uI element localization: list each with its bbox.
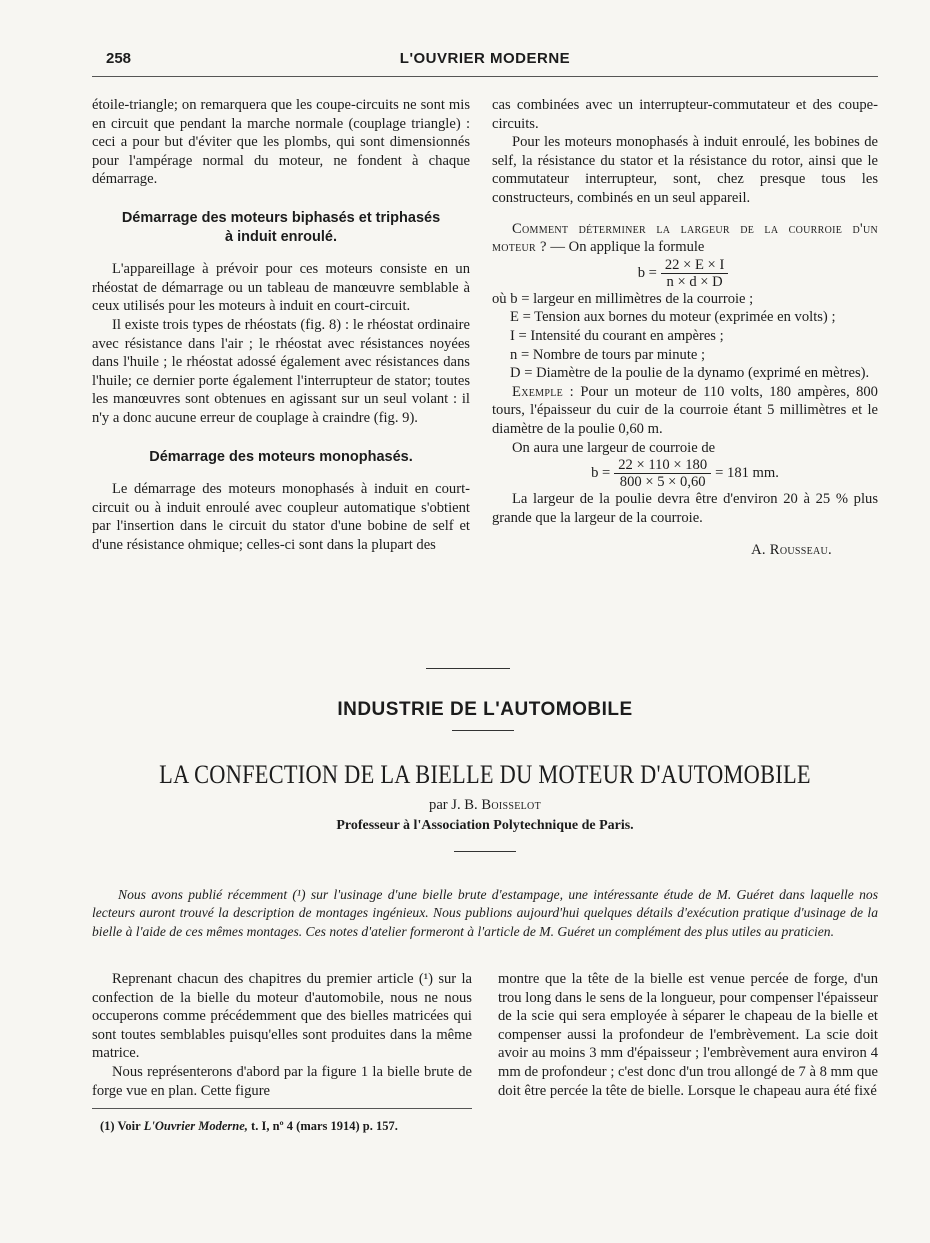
paragraph: Le démarrage des moteurs monophasés à induit en court-circuit ou à induit enroulé avec coupleur automatique s'obtient par l'insertion dans le circuit du stator d'une bobine de self et d'une résistance ohmique; celles-ci sont dans la plupart des	[92, 481, 470, 553]
top-right-column	[492, 96, 878, 560]
belt-width-formula	[492, 257, 878, 290]
journal-title: L'OUVRIER MODERNE	[399, 50, 571, 67]
paragraph: La largeur de la poulie devra être d'environ 20 à 25 % plus grande que la largeur de la courroie.	[492, 491, 878, 526]
footnote-ref: t. I, nº 4 (mars 1914) p. 157.	[251, 1119, 398, 1133]
formula-numerator: 22 × E × I	[661, 257, 728, 274]
paragraph: Nous représenterons d'abord par la figure 1 la bielle brute de forge vue en plan. Cette figure	[92, 1063, 472, 1099]
author-name: Boisselot	[481, 797, 541, 813]
example-label: Exemple :	[512, 383, 575, 400]
subheading-monophases: Démarrage des moteurs monophasés.	[149, 448, 413, 465]
example-text: Pour un moteur de 110 volts, 180 ampères, 800 tours, l'épaisseur du cuir de la courroie étant 5 millimètres et le diamètre de la poulie 0,60 m.	[492, 383, 878, 437]
separator-rule	[426, 668, 510, 669]
paragraph: On aura une largeur de courroie de	[512, 439, 716, 456]
question-paragraph	[492, 220, 878, 257]
definition-line: où b = largeur en millimètres de la courroie ;	[492, 290, 754, 307]
author-affiliation: Professeur à l'Association Polytechnique de Paris.	[336, 818, 634, 833]
variable-definitions	[492, 290, 878, 383]
paragraph: étoile-triangle; on remarquera que les coupe-circuits ne sont mis en circuit que pendant la marche normale (couplage triangle) : ceci a pour but d'éviter que les plombs, qui sont dimensionnés pour l'ampérage normal du moteur, ne fondent à chaque démarrage.	[92, 97, 470, 188]
subheading-line: Démarrage des moteurs biphasés et triphasés	[121, 209, 441, 226]
definition-line: E = Tension aux bornes du moteur (exprimée en volts) ;	[510, 309, 836, 326]
article-left-column	[92, 970, 472, 1100]
intro-paragraph: Nous avons publié récemment (¹) sur l'usinage d'une bielle brute d'estampage, une intéressante étude de M. Guéret dans laquelle nos lecteurs auront trouvé la description de montages ingénieux. Nous publions aujourd'hui quelques détails d'exécution pratique d'usinage de la bielle à l'aide de ces mêmes montages. Ces notes d'atelier formeront à l'article de M. Guéret un complément des plus utiles au praticien.	[92, 887, 878, 939]
footnote	[100, 1119, 398, 1134]
question-text: — On applique la formule	[550, 239, 705, 256]
formula-fraction	[661, 257, 728, 290]
page-number: 258	[106, 50, 132, 67]
paragraph: L'appareillage à prévoir pour ces moteurs consiste en un rhéostat de démarrage ou un tableau de manœuvre semblable à ceux utilisés pour les moteurs à induit en court-circuit.	[92, 261, 470, 315]
separator-rule	[452, 730, 514, 731]
formula-numerator: 22 × 110 × 180	[614, 457, 711, 474]
formula-fraction	[614, 457, 711, 490]
subheading-line: à induit enroulé.	[225, 228, 337, 245]
formula-denominator: n × d × D	[666, 273, 723, 290]
top-left-column	[92, 96, 470, 554]
footnote-journal: L'Ouvrier Moderne,	[143, 1119, 248, 1133]
article-right-column	[498, 970, 878, 1100]
formula-lhs: b =	[637, 264, 657, 281]
definition-line: D = Diamètre de la poulie de la dynamo (exprimé en mètres).	[510, 365, 870, 382]
footnote-prefix: (1) Voir	[100, 1119, 141, 1133]
formula-lhs: b =	[591, 465, 611, 482]
running-head	[92, 50, 878, 70]
example-formula	[492, 457, 878, 490]
paragraph: Il existe trois types de rhéostats (fig. 8) : le rhéostat ordinaire avec résistance dans l'air ; le rhéostat avec résistances noyées dans l'huile ; le rhéostat adossé également avec résistances dans l'huile; ce dernier porte également l'interrupteur de stator; toutes les manœuvres sont obtenues en agissant sur un seul volant : il n'y a donc aucune erreur de couplage à craindre (fig. 9).	[92, 316, 470, 426]
paragraph: montre que la tête de la bielle est venue percée de forge, d'un trou long dans le sens de la longueur, pour compenser l'épaisseur de la scie qui sera employée à séparer le chapeau de la bielle et compenser aussi la profondeur de l'embrèvement. La scie doit avoir au moins 3 mm d'épaisseur ; l'embrèvement aura environ 4 mm de profondeur ; c'est donc d'un trou allongé de 7 à 8 mm que doit être percée la tête de bielle. Lorsque le chapeau aura été fixé	[498, 971, 878, 1099]
byline-prefix: par J. B.	[429, 797, 478, 813]
byline	[92, 797, 878, 814]
header-rule	[92, 76, 878, 77]
definition-line: n = Nombre de tours par minute ;	[510, 346, 706, 363]
section-title: INDUSTRIE DE L'AUTOMOBILE	[337, 699, 633, 720]
paragraph: Pour les moteurs monophasés à induit enroulé, les bobines de self, la résistance du stator et la résistance du rotor, ainsi que le commutateur interrupteur, sont, chez presque tous les constructeurs, combinés en un seul appareil.	[492, 134, 878, 206]
definition-line: I = Intensité du courant en ampères ;	[510, 327, 724, 344]
author-signature: A. Rousseau.	[751, 542, 832, 559]
article-title: LA CONFECTION DE LA BIELLE DU MOTEUR D'AUTOMOBILE	[159, 760, 811, 789]
footnote-rule	[92, 1108, 472, 1109]
subheading-biphases	[92, 209, 470, 246]
paragraph: cas combinées avec un interrupteur-commutateur et des coupe-circuits.	[492, 97, 878, 132]
example-paragraph	[492, 383, 878, 439]
article-intro	[92, 886, 878, 941]
formula-result: = 181 mm.	[715, 465, 779, 482]
separator-rule	[454, 851, 516, 852]
question-label: Comment déterminer la largeur de la courroie d'un moteur ?	[492, 220, 878, 256]
formula-denominator: 800 × 5 × 0,60	[619, 474, 706, 491]
paragraph: Reprenant chacun des chapitres du premier article (¹) sur la confection de la bielle du moteur d'automobile, nous ne nous occuperons comme précédemment que des bielles matricées qui sont toutes semblables puisqu'elles sont produites dans la même matrice.	[92, 971, 472, 1062]
